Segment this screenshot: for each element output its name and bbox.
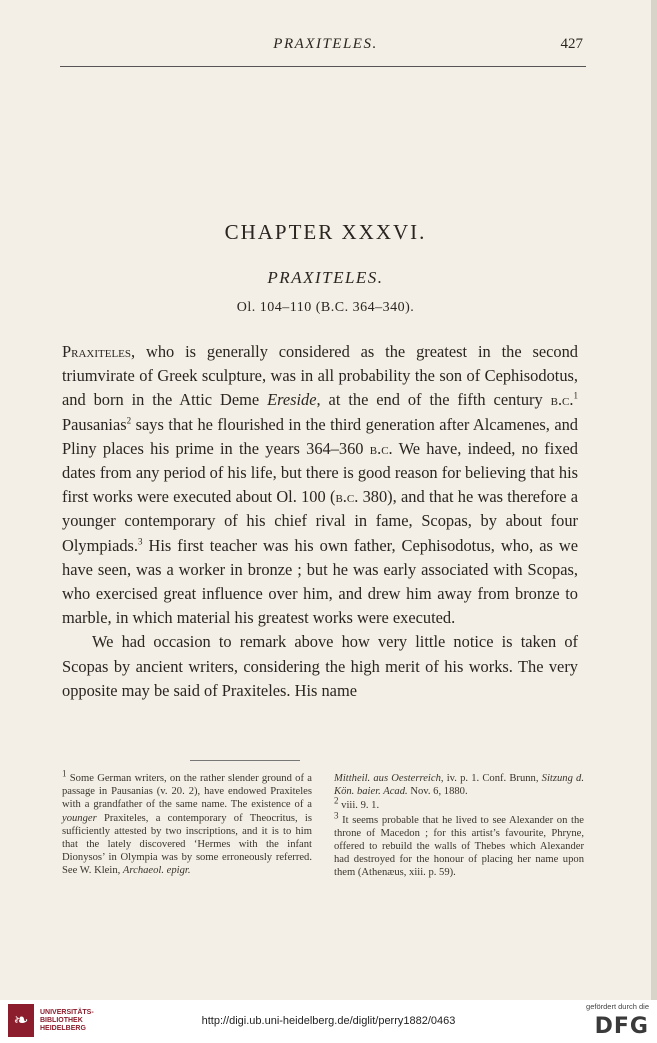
page-number: 427 (560, 36, 583, 52)
lead-word: Praxiteles (62, 342, 131, 361)
text-run: Mittheil. aus Oesterreich (334, 773, 441, 784)
text-run: Archaeol. epigr. (122, 865, 191, 877)
footnote-2 (334, 795, 584, 812)
text-run: Pausanias (62, 414, 127, 434)
text-run: 380), and that he was therefore a younger contemporary of his chief rival in fame, Scopas, by about four Olympiads. (62, 487, 579, 555)
chapter-heading: CHAPTER XXXVI. (224, 220, 427, 244)
footnote-column-left (62, 768, 312, 880)
paragraph-1 (62, 340, 578, 630)
footnote-1 (62, 768, 312, 878)
text-run: We have, indeed, no fixed dates from any period of his life, but there is good reason for believing that his first works were executed about Ol. 100 ( (62, 438, 578, 507)
chapter-subtitle: PRAXITELES. (267, 268, 384, 287)
library-name-line: BIBLIOTHEK (40, 1017, 83, 1024)
footnote-ref-2[interactable]: 2 (126, 415, 132, 426)
text-run: viii. 9. 1. (341, 800, 380, 812)
viewer-footer (0, 1000, 657, 1043)
footnote-3 (334, 810, 584, 880)
era-abbrev: b.c. (335, 487, 359, 507)
footnotes (62, 768, 584, 880)
footnote-1-continued (334, 772, 584, 798)
library-logo-icon[interactable]: ❧ (8, 1004, 34, 1037)
footnote-ref-1[interactable]: 1 (573, 390, 578, 401)
era-abbrev: b.c. (550, 390, 574, 410)
text-run: His first teacher was his own father, Cephisodotus, who, as we have seen, was a worker in bronze ; but he was early associated with Scopas, who exercised great influence over him, and drew him away from bronze to marble, in which material his greatest works were executed. (62, 535, 578, 628)
text-run: , iv. p. 1. Conf. Brunn, (440, 773, 542, 784)
running-title: PRAXITELES. (273, 36, 378, 52)
footnote-column-right (334, 772, 584, 880)
text-run: , who is generally considered as the greatest in the second triumvirate of Greek sculpture, was in all probability the son of Cephisodotus, and born in the Attic Deme (62, 342, 578, 410)
text-run: says that he flourished in the third generation after Alcamenes, and Pliny places his prime in the years 364–360 (62, 414, 578, 458)
library-name-line: UNIVERSITÄTS- (40, 1009, 94, 1016)
text-run: Sitzung d. Kön. baier. Acad. (334, 773, 584, 798)
footnote-rule (190, 760, 300, 761)
footnote-mark: 2 (334, 795, 339, 806)
text-run: , at the end of the fifth century (316, 390, 551, 410)
running-head (0, 36, 651, 56)
deme-name: Ereside (267, 390, 317, 410)
body-text (62, 340, 578, 703)
header-rule (60, 66, 586, 67)
footnote-ref-3[interactable]: 3 (138, 536, 143, 547)
text-run: Some German writers, on the rather slender ground of a passage in Pausanias (v. 20. 2), have endowed Praxiteles with a grandfather of the same name. The existence of a (62, 773, 312, 811)
footnote-mark: 1 (62, 768, 67, 779)
paragraph-2: We had occasion to remark above how very little notice is taken of Scopas by ancient writers, considering the high merit of his works. The very opposite may be said of Praxiteles. His name (62, 632, 578, 700)
text-run: It seems probable that he lived to see Alexander on the throne of Macedon ; for this artist’s favourite, Phryne, offered to rebuild the walls of Thebes which Alexander had destroyed for the honour of placing her name upon them (Athenæus, xiii. p. 59). (334, 814, 584, 879)
chapter-dates: Ol. 104–110 (B.C. 364–340). (236, 300, 415, 315)
text-run: Nov. 6, 1880. (407, 786, 468, 798)
funding-label: gefördert durch die (586, 1002, 649, 1011)
text-run: younger (62, 812, 97, 824)
dfg-logo[interactable]: DFG (594, 1014, 649, 1039)
footnote-mark: 3 (334, 810, 339, 821)
permalink[interactable]: http://digi.ub.uni-heidelberg.de/diglit/perry1882/0463 (201, 1015, 456, 1027)
library-name-line: HEIDELBERG (40, 1025, 86, 1032)
text-run: Praxiteles, a contemporary of Theocritus, is sufficiently attested by two inscriptions, and it is to him that the lately discovered ‘Hermes with the infant Dionysos’ in Olympia was by some erroneously referred. See W. Klein, (62, 812, 312, 877)
era-abbrev: b.c. (369, 438, 393, 458)
